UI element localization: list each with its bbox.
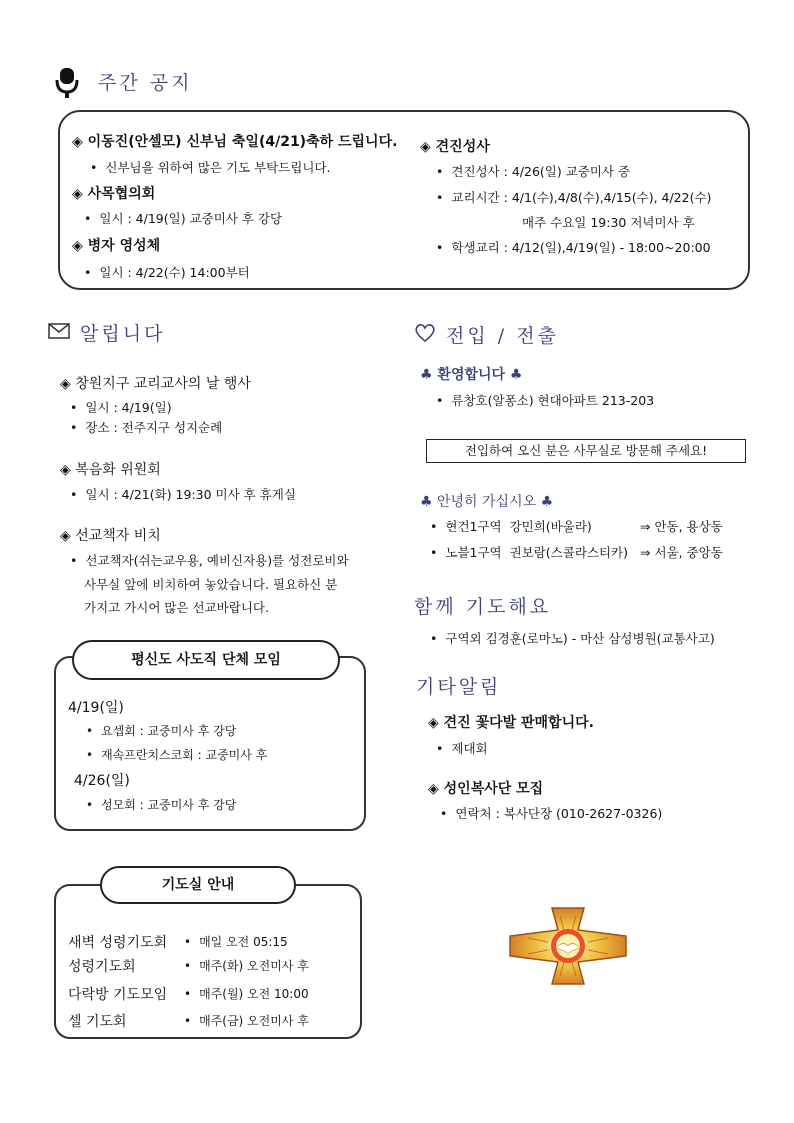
prayer-row-3-time: • 매주(금) 오전미사 후 [184, 1012, 309, 1029]
notice-head-0: ◈ 창원지구 교리교사의 날 행사 [60, 376, 251, 392]
notice-item-1-0: • 일시 : 4/21(화) 19:30 미사 후 휴게실 [70, 485, 296, 503]
notice-item-0-0: • 일시 : 4/19(일) [70, 398, 172, 416]
weekly-right-item-2: 매주 수요일 19:30 저녁미사 후 [522, 215, 695, 230]
weekly-left-head-2: ◈ 병자 영성체 [72, 238, 161, 254]
weekly-left-item-0: • 신부님을 위하여 많은 기도 부탁드립니다. [90, 158, 331, 176]
weekly-right-item-1: • 교리시간 : 4/1(수),4/8(수),4/15(수), 4/22(수) [436, 188, 711, 206]
envelope-icon [48, 323, 70, 339]
notice-item-0-1: • 장소 : 전주지구 성지순례 [70, 418, 222, 436]
heart-icon [414, 323, 436, 343]
apostolate-item-2-0: • 성모회 : 교중미사 후 강당 [86, 796, 236, 813]
welcome-head: ♣ 환영합니다 ♣ [420, 367, 523, 383]
farewell-item-1-dest: ⇒ 서울, 중앙동 [640, 545, 723, 560]
weekly-right-item-3: • 학생교리 : 4/12(일),4/19(일) - 18:00~20:00 [436, 238, 711, 256]
weekly-left-head-0: ◈ 이동진(안셀모) 신부님 축일(4/21)축하 드립니다. [72, 134, 398, 150]
notice-head-2: ◈ 선교책자 비치 [60, 528, 161, 544]
other-head-0: ◈ 견진 꽃다발 판매합니다. [428, 715, 594, 731]
apostolate-title: 평신도 사도직 단체 모임 [72, 640, 340, 680]
other-item-0-0: • 제대회 [436, 739, 488, 757]
weekly-left-head-1: ◈ 사목협의회 [72, 186, 156, 202]
prayer-row-0-name: 새벽 성령기도회 [68, 935, 168, 951]
weekly-title: 주간 공지 [98, 72, 193, 94]
prayer-row-2-name: 다락방 기도모임 [68, 987, 168, 1003]
notice-item-2-0: • 선교책자(쉬는교우용, 예비신자용)를 성전로비와 [70, 551, 349, 569]
notice-title: 알립니다 [80, 323, 166, 345]
microphone-icon [52, 66, 82, 100]
weekly-right-head: ◈ 견진성사 [420, 139, 490, 155]
notice-head-1: ◈ 복음화 위원회 [60, 462, 161, 478]
notice-item-2-2: 가지고 가시어 많은 선교바랍니다. [84, 600, 269, 615]
weekly-left-item-1: • 일시 : 4/19(일) 교중미사 후 강당 [84, 209, 282, 227]
weekly-right-item-0: • 견진성사 : 4/26(일) 교중미사 중 [436, 162, 630, 180]
dove-cross-image [508, 906, 628, 986]
pray-together-item-0: • 구역외 김경훈(로마노) - 마산 삼성병원(교통사고) [430, 629, 715, 647]
farewell-item-1-who: • 노블1구역 권보람(스콜라스티카) [430, 543, 628, 561]
apostolate-date-2: 4/26(일) [74, 773, 130, 789]
apostolate-item-1-0: • 요셉회 : 교중미사 후 강당 [86, 722, 236, 739]
move-title: 전입 / 전출 [446, 325, 559, 347]
weekly-left-item-2: • 일시 : 4/22(수) 14:00부터 [84, 263, 250, 281]
prayer-row-3-name: 셀 기도회 [68, 1014, 127, 1030]
farewell-item-0-who: • 현건1구역 강민희(바울라) [430, 517, 592, 535]
other-head-1: ◈ 성인복사단 모집 [428, 781, 544, 797]
farewell-head: ♣ 안녕히 가십시오 ♣ [420, 494, 554, 510]
prayer-row-2-time: • 매주(월) 오전 10:00 [184, 985, 309, 1002]
prayer-room-title: 기도실 안내 [100, 866, 296, 904]
other-title: 기타알림 [416, 676, 502, 698]
prayer-row-1-name: 성령기도회 [68, 959, 136, 975]
move-notice-box: 전입하여 오신 분은 사무실로 방문해 주세요! [426, 439, 746, 463]
apostolate-item-1-1: • 재속프란치스코회 : 교중미사 후 [86, 746, 267, 763]
farewell-item-0-dest: ⇒ 안동, 용상동 [640, 519, 723, 534]
notice-item-2-1: 사무실 앞에 비치하여 놓았습니다. 필요하신 분 [84, 577, 338, 592]
prayer-row-1-time: • 매주(화) 오전미사 후 [184, 957, 309, 974]
pray-together-title: 함께 기도해요 [414, 596, 552, 618]
prayer-row-0-time: • 매일 오전 05:15 [184, 933, 288, 950]
other-item-1-0: • 연락처 : 복사단장 (010-2627-0326) [440, 804, 662, 822]
welcome-item-0: • 류창호(알퐁소) 현대아파트 213-203 [436, 391, 654, 409]
apostolate-date-1: 4/19(일) [68, 700, 124, 716]
